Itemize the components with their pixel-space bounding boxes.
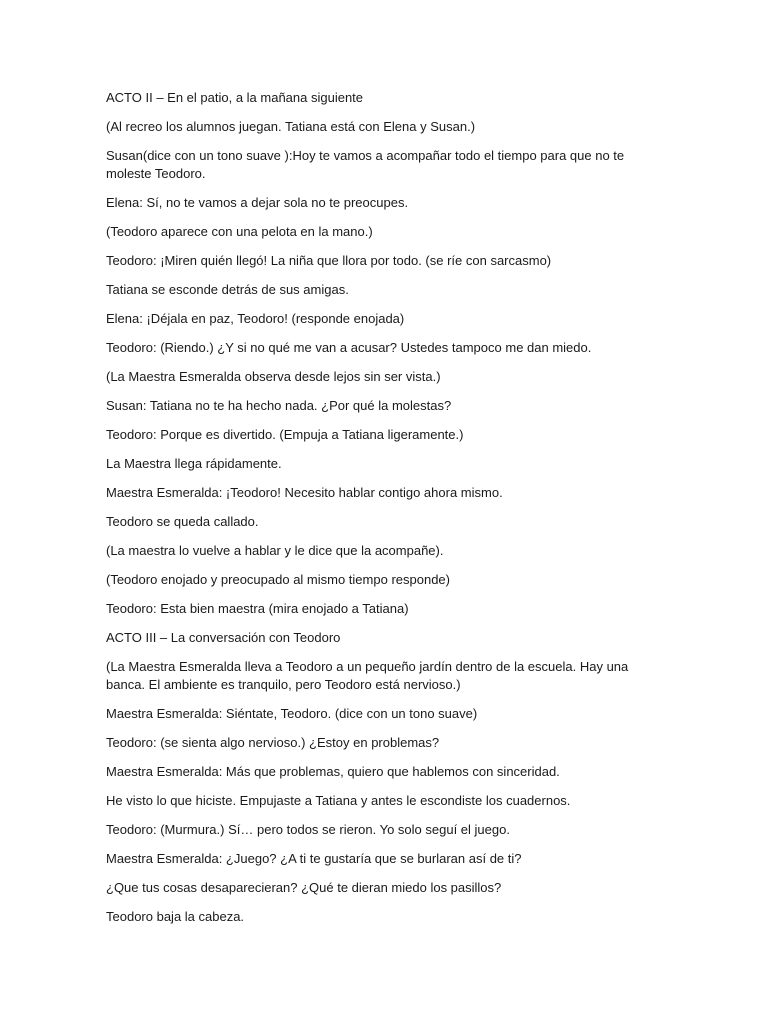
narration-line: Tatiana se esconde detrás de sus amigas. — [106, 282, 349, 297]
document-body — [106, 89, 666, 937]
dialogue-line: Maestra Esmeralda: ¿Juego? ¿A ti te gustaría que se burlaran así de ti? — [106, 851, 522, 866]
narration-line: Teodoro baja la cabeza. — [106, 909, 245, 924]
stage-direction: (Teodoro enojado y preocupado al mismo tiempo responde) — [106, 572, 450, 587]
dialogue-line: ¿Que tus cosas desaparecieran? ¿Qué te dieran miedo los pasillos? — [106, 880, 502, 895]
narration-line: La Maestra llega rápidamente. — [106, 456, 282, 471]
stage-direction: (La Maestra Esmeralda lleva a Teodoro a un pequeño jardín dentro de la escuela. Hay una banca. El ambiente es tranquilo, pero Teodoro está nervioso.) — [106, 659, 629, 692]
dialogue-line: Teodoro: Porque es divertido. (Empuja a Tatiana ligeramente.) — [106, 427, 464, 442]
dialogue-line: Teodoro: Esta bien maestra (mira enojado a Tatiana) — [106, 601, 409, 616]
dialogue-line: Teodoro: (Murmura.) Sí… pero todos se rieron. Yo solo seguí el juego. — [106, 822, 510, 837]
dialogue-line: Teodoro: (se sienta algo nervioso.) ¿Estoy en problemas? — [106, 735, 440, 750]
stage-direction: (Teodoro aparece con una pelota en la mano.) — [106, 224, 373, 239]
act-heading: ACTO III – La conversación con Teodoro — [106, 630, 341, 645]
dialogue-line: Elena: Sí, no te vamos a dejar sola no te preocupes. — [106, 195, 409, 210]
dialogue-line: Susan: Tatiana no te ha hecho nada. ¿Por qué la molestas? — [106, 398, 452, 413]
stage-direction: (La maestra lo vuelve a hablar y le dice que la acompañe). — [106, 543, 444, 558]
dialogue-line: Teodoro: (Riendo.) ¿Y si no qué me van a acusar? Ustedes tampoco me dan miedo. — [106, 340, 592, 355]
dialogue-line: Susan(dice con un tono suave ):Hoy te vamos a acompañar todo el tiempo para que no te moleste Teodoro. — [106, 148, 625, 181]
stage-direction: (La Maestra Esmeralda observa desde lejos sin ser vista.) — [106, 369, 441, 384]
act-heading: ACTO II – En el patio, a la mañana siguiente — [106, 90, 364, 105]
dialogue-line: Elena: ¡Déjala en paz, Teodoro! (responde enojada) — [106, 311, 405, 326]
dialogue-line: Teodoro: ¡Miren quién llegó! La niña que llora por todo. (se ríe con sarcasmo) — [106, 253, 552, 268]
stage-direction: (Al recreo los alumnos juegan. Tatiana está con Elena y Susan.) — [106, 119, 476, 134]
dialogue-line: Maestra Esmeralda: Siéntate, Teodoro. (dice con un tono suave) — [106, 706, 478, 721]
dialogue-line: Maestra Esmeralda: Más que problemas, quiero que hablemos con sinceridad. — [106, 764, 560, 779]
narration-line: Teodoro se queda callado. — [106, 514, 259, 529]
dialogue-line: He visto lo que hiciste. Empujaste a Tatiana y antes le escondiste los cuadernos. — [106, 793, 571, 808]
dialogue-line: Maestra Esmeralda: ¡Teodoro! Necesito hablar contigo ahora mismo. — [106, 485, 503, 500]
